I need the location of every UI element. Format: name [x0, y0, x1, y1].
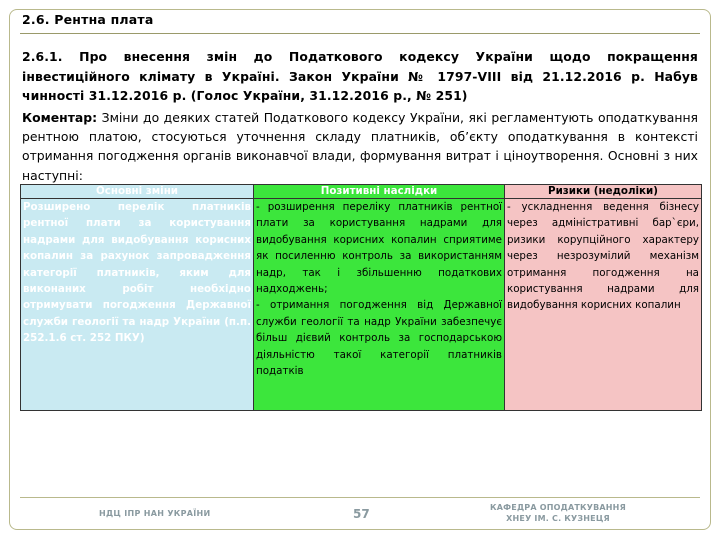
footer-right: [478, 502, 638, 524]
comment-paragraph: [22, 108, 698, 185]
table-header-row: [21, 185, 702, 199]
changes-table: [20, 184, 702, 411]
title-divider: [20, 33, 700, 34]
section-title: 2.6. Рентна плата: [22, 12, 154, 27]
header-main-changes: Основні зміни: [21, 185, 254, 199]
page-number: 57: [353, 507, 370, 521]
table-row: [21, 199, 702, 411]
law-heading: 2.6.1. Про внесення змін до Податкового кодексу України щодо покращення інвестиційного клімату в Україні. Закон України № 1797-VIII від 21.12.2016 р. Набув чинності 31.12.2016 р. (Голос України, 31.12.2016 р., № 251): [22, 49, 698, 103]
header-positive-effects: Позитивні наслідки: [254, 185, 505, 199]
footer-right-line2: ХНЕУ ІМ. С. КУЗНЕЦЯ: [506, 514, 610, 523]
comment-text: Зміни до деяких статей Податкового кодексу України, які регламентують оподаткування рентною платою, стосуються уточнення складу платників, об’єкту оподаткування в контексті отримання погодження органів виконавчої влади, формування витрат і ціноутворення. Основні з них наступні:: [22, 110, 698, 183]
footer-right-line1: КАФЕДРА ОПОДАТКУВАННЯ: [490, 503, 626, 512]
footer-divider: [20, 497, 700, 498]
cell-main-change: Розширено перелік платників рентної плати за користування надрами для видобування корисних копалин за рахунок запровадження категорії платників, яким для виконаних робіт необхідно отримувати погодження Державної служби геології та надр України (п.п. 252.1.6 ст. 252 ПКУ): [21, 199, 254, 411]
cell-positive-effect: - розширення переліку платників рентної плати за користування надрами для видобування корисних копалин сприятиме як посиленню контроль за використанням надр, так і збільшенню податкових надходжень; - отримання погодження від Державної служби геології та надр України забезпечує більш дієвий контроль за господарською діяльністю такої категорії платників податків: [254, 199, 505, 411]
cell-risk: - ускладнення ведення бізнесу через адміністративні бар`єри, ризики корупційного характеру через незрозумілий механізм отримання погодження на користування надрами для видобування корисних копалин: [505, 199, 702, 411]
header-risks: Ризики (недоліки): [505, 185, 702, 199]
comment-label: Коментар:: [22, 110, 98, 125]
footer-left: НДЦ ІПР НАН УКРАЇНИ: [99, 509, 211, 518]
